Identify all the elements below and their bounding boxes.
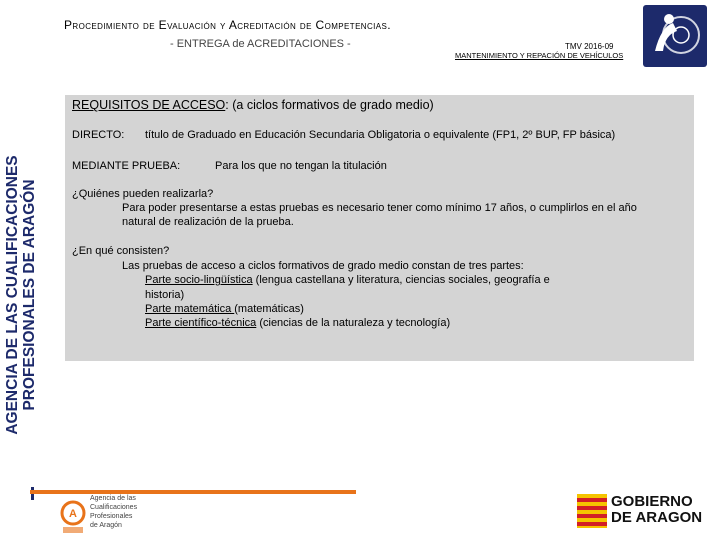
requisitos-heading bbox=[72, 98, 434, 112]
parte-1-text: (lengua castellana y literatura, ciencias sociales, geografía e bbox=[252, 274, 550, 286]
gobierno-text bbox=[611, 494, 702, 526]
quienes-answer-2: natural de realización de la prueba. bbox=[122, 216, 294, 228]
quienes-question: ¿Quiénes pueden realizarla? bbox=[72, 188, 214, 200]
parte-1 bbox=[145, 274, 550, 286]
agency-logo-text bbox=[90, 494, 160, 530]
requisitos-label: REQUISITOS DE ACCESO bbox=[72, 98, 226, 112]
parte-3-label: Parte científico-técnica bbox=[145, 317, 257, 329]
parte-2-text: (matemáticas) bbox=[234, 303, 304, 315]
directo-label: DIRECTO: bbox=[72, 129, 125, 141]
parte-2-label: Parte matemática bbox=[145, 303, 235, 315]
page-subtitle: - ENTREGA de ACREDITACIONES - bbox=[170, 38, 351, 50]
mechanic-logo-icon bbox=[643, 5, 707, 67]
parte-1-label: Parte socio-lingüística bbox=[145, 274, 253, 286]
prueba-text: Para los que no tengan la titulación bbox=[215, 160, 387, 172]
agency-text-3: Profesionales bbox=[90, 513, 133, 520]
agency-text-1: Agencia de las bbox=[90, 495, 136, 502]
gobierno-text-1: GOBIERNO bbox=[611, 493, 693, 510]
parte-1-cont: historia) bbox=[145, 289, 185, 301]
agency-vertical-title bbox=[4, 130, 48, 460]
agency-vertical-line2: PROFESIONALES DE ARAGÓN bbox=[21, 179, 38, 411]
page-title: Procedimiento de Evaluación y Acreditación de Competencias. bbox=[64, 18, 391, 32]
parte-3 bbox=[145, 317, 450, 329]
parte-3-text: (ciencias de la naturaleza y tecnología) bbox=[256, 317, 451, 329]
requisitos-rest: : (a ciclos formativos de grado medio) bbox=[225, 98, 434, 112]
module-name: MANTENIMIENTO Y REPACIÓN DE VEHÍCULOS bbox=[455, 51, 624, 60]
course-code: TMV 2016-09 bbox=[565, 42, 614, 51]
parte-2 bbox=[145, 303, 304, 315]
consisten-answer: Las pruebas de acceso a ciclos formativos de grado medio constan de tres partes: bbox=[122, 260, 524, 272]
agency-text-2: Cualificaciones bbox=[90, 504, 138, 511]
gobierno-text-2: DE ARAGON bbox=[611, 509, 703, 526]
quienes-answer-1: Para poder presentarse a estas pruebas es necesario tener como mínimo 17 años, o cumplirlos en el año bbox=[122, 202, 637, 214]
directo-text: título de Graduado en Educación Secundaria Obligatoria o equivalente (FP1, 2º BUP, FP básica) bbox=[145, 129, 616, 141]
prueba-label: MEDIANTE PRUEBA: bbox=[72, 160, 181, 172]
consisten-question: ¿En qué consisten? bbox=[72, 245, 170, 257]
svg-text:A: A bbox=[69, 508, 77, 520]
agency-text-4: de Aragón bbox=[90, 522, 122, 529]
agency-vertical-line1: AGENCIA DE LAS CUALIFICACIONES bbox=[4, 155, 21, 435]
